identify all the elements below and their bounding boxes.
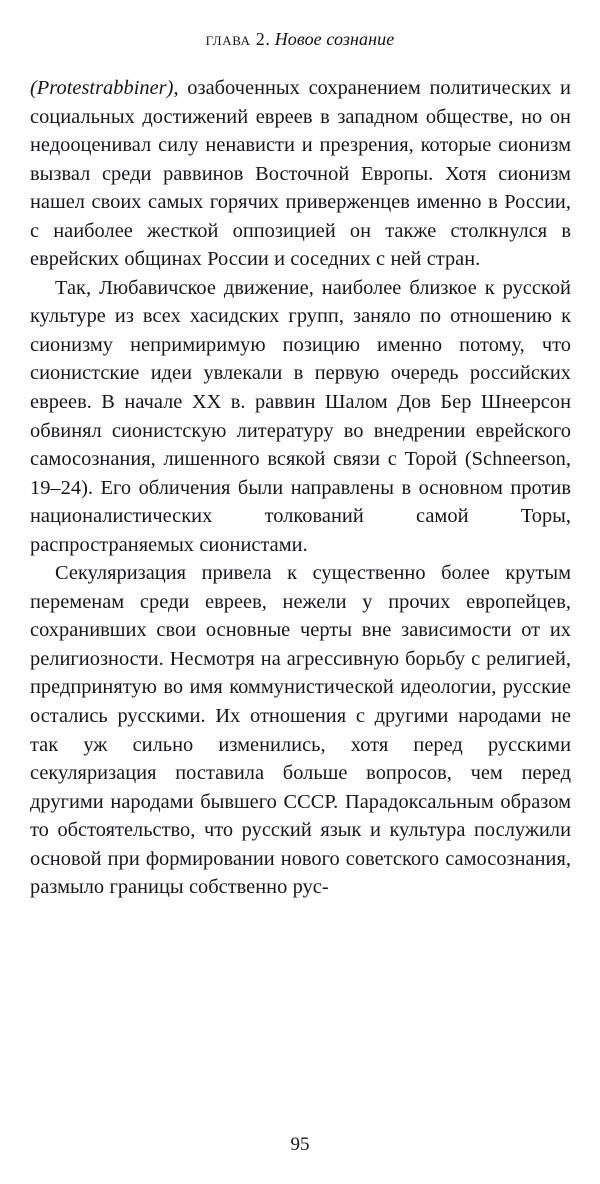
- foreign-term-protestrabbiner: (Protestrabbiner): [30, 77, 174, 99]
- paragraph-continuation-text: , озабоченных сохранением политических и социальных достижений евреев в западном обществе, но он недооценивал силу ненависти и презрения, которые сионизм вызвал среди раввинов Восточной Европы. Хотя сионизм нашел своих самых горячих приверженцев именно в России, с наиболее жесткой оппозицией он также столкнулся в еврейских общинах России и соседних с ней стран.: [30, 77, 571, 271]
- running-head: [0, 28, 600, 51]
- running-head-chapter-label: глава 2.: [205, 29, 271, 49]
- paragraph-continuation: [30, 74, 571, 274]
- paragraph-secularization: Секуляризация привела к существенно более крутым переменам среди евреев, нежели у прочих европейцев, сохранивших свои основные черты вне зависимости от их религиозности. Несмотря на агрессивную борьбу с религией, предпринятую во имя коммунистической идеологии, русские остались русскими. Их отношения с другими народами не так уж сильно изменились, хотя перед русскими секуляризация поставила больше вопросов, чем перед другими народами бывшего СССР. Парадоксальным образом то обстоятельство, что русский язык и культура послужили основой при формировании нового советского самосознания, размыло границы собственно рус-: [30, 562, 571, 899]
- page-number: 95: [290, 1134, 310, 1155]
- paragraph-lubavitch: Так, Любавичское движение, наиболее близкое к русской культуре из всех хасидских групп, заняло по отношению к сионизму непримиримую позицию именно потому, что сионистские идеи увлекали в первую очередь российских евреев. В начале XX в. раввин Шалом Дов Бер Шнеерсон обвинял сионистскую литературу во внедрении еврейского самосознания, лишенного всякой связи с Торой (Schneerson, 19–24). Его обличения были направлены в основном против националистических толкований самой Торы, распространяемых сионистами.: [30, 276, 571, 556]
- running-head-chapter-title: Новое сознание: [274, 29, 395, 49]
- body-text-block: [30, 74, 571, 902]
